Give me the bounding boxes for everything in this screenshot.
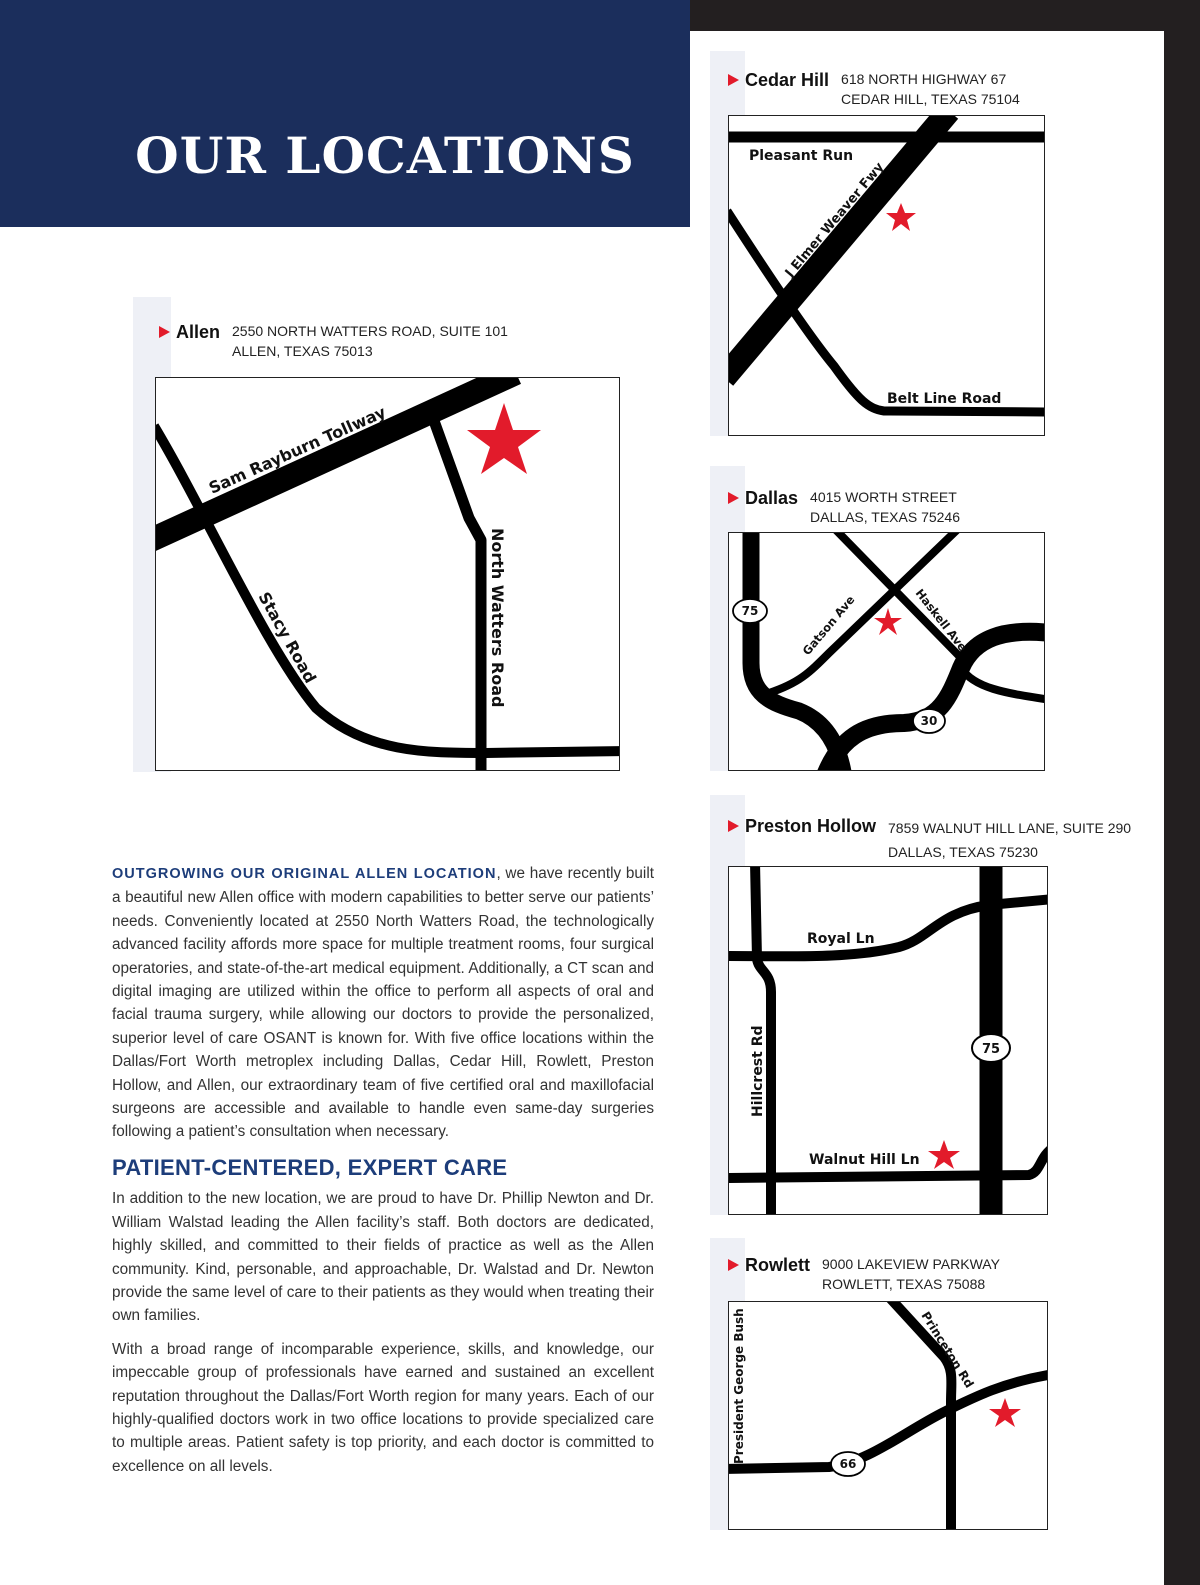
- dallas-heading: [728, 488, 960, 527]
- allen-road-sam-rayburn: [156, 378, 516, 540]
- preston-hollow-address: [888, 816, 1131, 864]
- header-band: [0, 0, 690, 227]
- location-star-icon: [467, 403, 541, 474]
- allen-road-north-watters: [433, 418, 481, 771]
- rowlett-hwy66-label: 66: [839, 1457, 857, 1471]
- dallas-road-hwy30-branch: [961, 668, 1045, 700]
- location-star-icon: [928, 1140, 960, 1169]
- page-title: OUR LOCATIONS: [135, 126, 635, 185]
- cedar-hill-label-jew-fwy: J Elmer Weaver Fwy: [782, 159, 888, 281]
- ph-label-royal: Royal Ln: [807, 931, 875, 947]
- allen-label-stacy: Stacy Road: [254, 588, 321, 687]
- arrow-marker-icon: [728, 820, 739, 832]
- allen-label-north-watters: North Watters Road: [488, 528, 507, 708]
- cedar-hill-address-line1: 618 NORTH HIGHWAY 67: [841, 71, 1007, 87]
- article-subhead: PATIENT-CENTERED, EXPERT CARE: [112, 1154, 508, 1180]
- dallas-label-gatson: Gatson Ave: [799, 592, 858, 658]
- cedar-hill-city: Cedar Hill: [745, 70, 830, 90]
- dallas-map: [728, 532, 1045, 771]
- cedar-hill-address: [841, 70, 1020, 109]
- location-star-icon: [874, 608, 902, 635]
- preston-hollow-city: Preston Hollow: [745, 816, 877, 836]
- cedar-hill-heading: [728, 70, 1020, 109]
- article-paragraph-2: In addition to the new location, we are proud to have Dr. Phillip Newton and Dr. William Walstad leading the Allen facility’s staff. Both doctors are dedicated, highly skilled, and committed to their fields of practice as well as the Allen community. Kind, personable, and approachable, Dr. Walstad and Dr. Newton provide the same level of care to their patients as they would when treating their own families.: [112, 1190, 654, 1325]
- rowlett-map: [728, 1301, 1048, 1530]
- allen-address-line1: 2550 NORTH WATTERS ROAD, SUITE 101: [232, 323, 508, 339]
- rowlett-city: Rowlett: [745, 1255, 810, 1275]
- article-lead: OUTGROWING OUR ORIGINAL ALLEN LOCATION: [112, 866, 497, 882]
- dallas-address: [810, 488, 960, 527]
- dallas-address-line2: DALLAS, TEXAS 75246: [810, 508, 960, 525]
- arrow-marker-icon: [728, 1259, 739, 1271]
- dallas-address-line1: 4015 WORTH STREET: [810, 489, 957, 505]
- ph-label-walnut-hill: Walnut Hill Ln: [809, 1152, 920, 1168]
- cedar-hill-map: [728, 115, 1045, 436]
- cedar-hill-address-line2: CEDAR HILL, TEXAS 75104: [841, 90, 1020, 107]
- preston-hollow-address-line2: DALLAS, TEXAS 75230: [888, 844, 1038, 860]
- dallas-road-hwy30: [824, 632, 1045, 771]
- ph-label-hillcrest: Hillcrest Rd: [750, 1025, 766, 1117]
- ph-hwy75-label: 75: [981, 1042, 1001, 1057]
- article-para1-text: , we have recently built a beautiful new Allen office with modern capabilities to better serve our patients’ needs. Conveniently located at 2550 North Watters Road, the technologically advanced facility affords more space for multiple treatment rooms, four surgical operatories, and state-of-the-art medical equipment. Additionally, a CT scan and digital imaging are utilized within the office to perform all aspects of oral and facial trauma surgery, while allowing our doctors to provide the personalized, superior level of care OSANT is known for. With five office locations within the Dallas/Fort Worth metroplex including Dallas, Cedar Hill, Rowlett, Preston Hollow, and Allen, our extraordinary team of five certified oral and maxillofacial surgeons are accessible and available to handle even same-day surgeries following a patient’s consultation when necessary.: [112, 865, 654, 1141]
- rowlett-heading: [728, 1255, 1000, 1294]
- rowlett-address-line1: 9000 LAKEVIEW PARKWAY: [822, 1256, 1000, 1272]
- rowlett-address-line2: ROWLETT, TEXAS 75088: [822, 1275, 986, 1292]
- preston-hollow-heading: [728, 816, 1131, 864]
- allen-heading: [159, 322, 508, 361]
- dallas-label-haskell: Haskell Ave: [912, 586, 970, 654]
- cedar-hill-label-pleasant-run: Pleasant Run: [749, 148, 854, 164]
- article-paragraph-3: With a broad range of incomparable experience, skills, and knowledge, our impeccable group of professionals have earned and sustained an excellent reputation throughout the Dallas/Fort Worth region for many years. Each of our highly-qualified doctors work in two office locations to provide specialized care to multiple areas. Patient safety is top priority, and each doctor is committed to excellence on all levels.: [112, 1340, 654, 1475]
- arrow-marker-icon: [159, 326, 170, 338]
- location-star-icon: [989, 1398, 1021, 1427]
- dallas-city: Dallas: [745, 488, 799, 508]
- dallas-hwy75-label: 75: [741, 604, 759, 618]
- allen-map: [155, 377, 620, 771]
- rowlett-address: [822, 1255, 1000, 1294]
- preston-hollow-map: [728, 866, 1048, 1215]
- allen-address: [232, 322, 508, 361]
- arrow-marker-icon: [728, 492, 739, 504]
- allen-address-line2: ALLEN, TEXAS 75013: [232, 342, 373, 359]
- article-paragraph-1: [112, 862, 654, 1144]
- dallas-road-haskell: [834, 533, 964, 661]
- page-frame-right: [1164, 0, 1200, 1585]
- page-frame-top: [683, 0, 1200, 31]
- cedar-hill-label-belt-line: Belt Line Road: [887, 391, 1002, 407]
- article-body: [112, 862, 654, 1488]
- allen-label-sam-rayburn: Sam Rayburn Tollway: [205, 402, 389, 498]
- dallas-hwy30-label: 30: [920, 714, 938, 728]
- allen-city: Allen: [176, 322, 221, 342]
- location-star-icon: [886, 203, 916, 231]
- rowlett-label-princeton: Princeton Rd: [918, 1309, 977, 1391]
- preston-hollow-address-line1: 7859 WALNUT HILL LANE, SUITE 290: [888, 820, 1132, 836]
- rowlett-label-pgb: President George Bush: [732, 1308, 746, 1464]
- arrow-marker-icon: [728, 74, 739, 86]
